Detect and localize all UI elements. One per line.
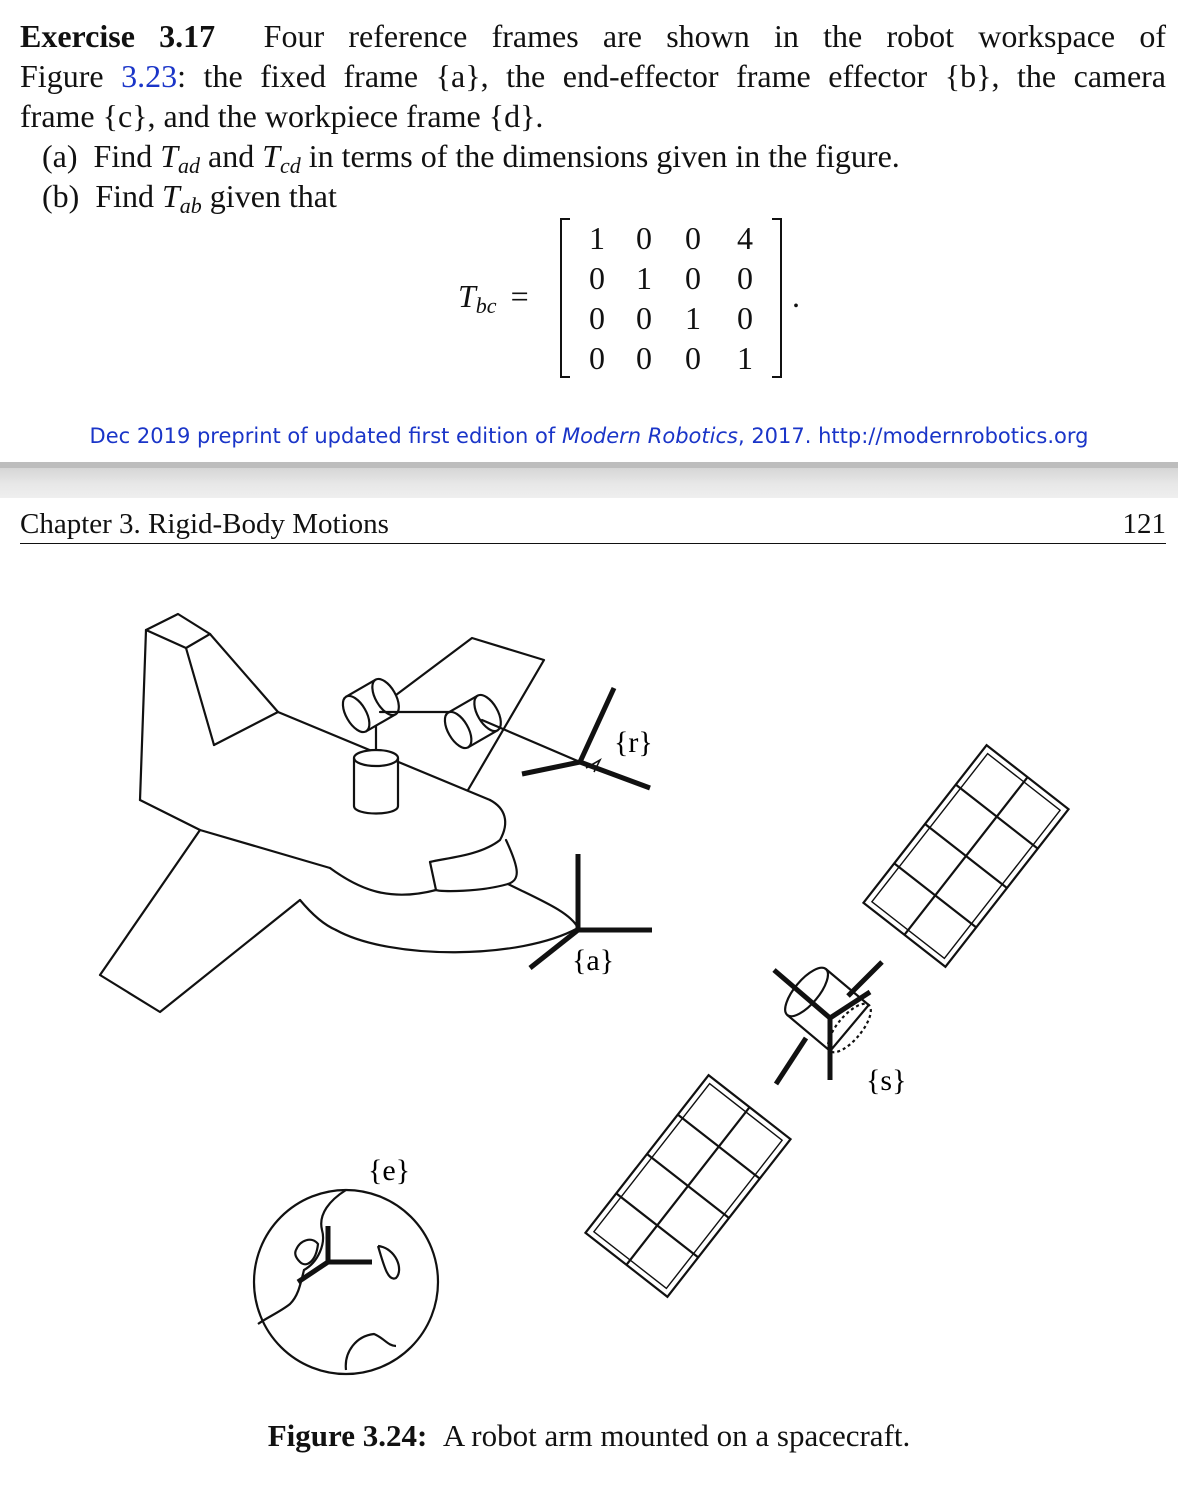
exercise-label: Exercise 3.17 — [20, 18, 216, 54]
matrix-cell: 0 — [589, 300, 605, 336]
matrix-cell: 1 — [589, 220, 605, 256]
spacecraft-figure — [0, 560, 1178, 1410]
matrix-cell: 4 — [737, 220, 753, 256]
frame-a-label: {a} — [572, 944, 615, 977]
page-number: 121 — [1122, 508, 1166, 540]
frame-s-label: {s} — [866, 1064, 907, 1097]
matrix-cell: 1 — [737, 340, 753, 376]
matrix-cell: 0 — [737, 260, 753, 296]
matrix-cell: 0 — [636, 340, 652, 376]
matrix-cell: 0 — [636, 300, 652, 336]
matrix-right-bracket — [772, 218, 782, 378]
satellite — [585, 745, 1068, 1297]
figure-caption-text: A robot arm mounted on a spacecraft. — [442, 1418, 911, 1453]
exercise-line-2: Figure 3.23: the fixed frame {a}, the end-effector frame effector {b}, the camera — [20, 58, 1167, 94]
matrix-cell: 1 — [685, 300, 701, 336]
matrix-cell: 0 — [685, 220, 701, 256]
equation-period: . — [792, 278, 800, 314]
spacecraft-body — [100, 614, 578, 1012]
matrix-cell: 0 — [737, 300, 753, 336]
earth — [254, 1190, 438, 1374]
exercise-line-3: frame {c}, and the workpiece frame {d}. — [20, 98, 544, 134]
exercise-part-a: (a) Find $T_{ad}$ and $T_{cd}$ in terms of the dimensions given in the figure. — [42, 138, 900, 178]
exercise-part-b: (b) Find $T_{ab}$ given that — [42, 178, 337, 218]
matrix-Tbc — [560, 218, 782, 378]
matrix-cell: 0 — [685, 260, 701, 296]
frame-r-label: {r} — [614, 726, 653, 759]
matrix-left-bracket — [560, 218, 570, 378]
preprint-notice: Dec 2019 preprint of updated first edition of Modern Robotics, 2017. http://modernrobotics.org — [89, 424, 1089, 448]
equation-lhs: $T_{bc}$ = — [458, 278, 529, 318]
header-rule — [20, 543, 1166, 544]
page-separator-shadow — [0, 462, 1178, 468]
exercise-line-1: Exercise 3.17 Four reference frames are shown in the robot workspace of — [20, 18, 1167, 54]
book-title: Modern Robotics — [561, 424, 738, 448]
matrix-cell: 0 — [589, 340, 605, 376]
matrix-cell: 0 — [589, 260, 605, 296]
figure-ref-link[interactable]: 3.23 — [121, 58, 178, 94]
chapter-header: Chapter 3. Rigid-Body Motions — [20, 508, 389, 540]
robot-arm — [337, 675, 580, 814]
matrix-cell: 1 — [636, 260, 652, 296]
matrix-cell: 0 — [636, 220, 652, 256]
matrix-cell: 0 — [685, 340, 701, 376]
figure-caption — [0, 1416, 1178, 1456]
frame-e-label: {e} — [368, 1154, 411, 1187]
figure-caption-label: Figure 3.24: — [267, 1418, 428, 1453]
